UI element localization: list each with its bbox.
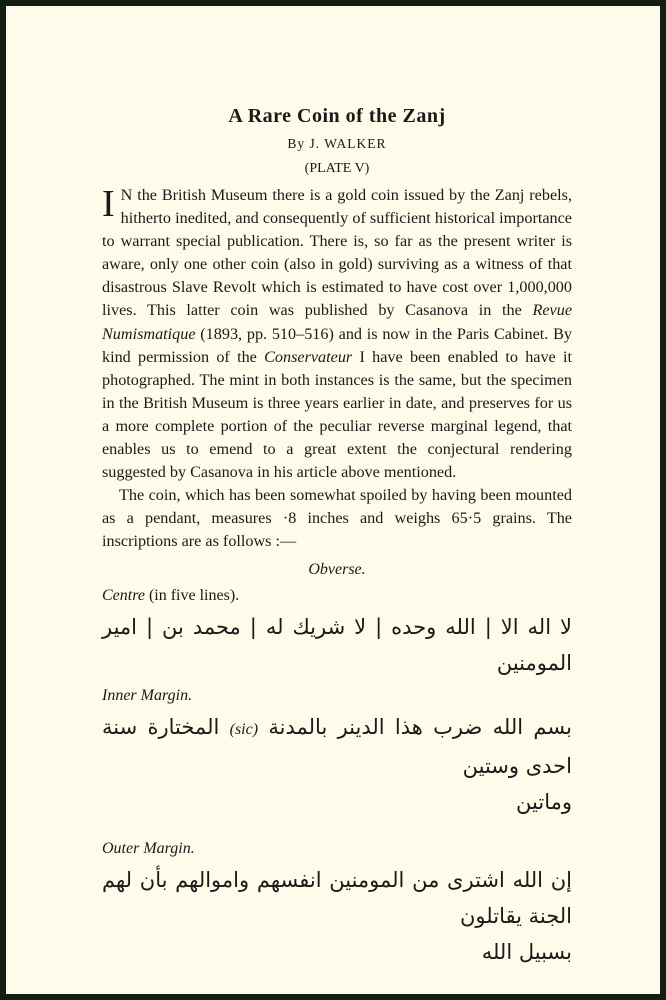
centre-inscription: لا اله الا | الله وحده | لا شريك له | محمد بن | امير المومنين [102, 614, 572, 675]
paragraph-1-end: I have been enabled to have it photographed. The mint in both instances is the same, but the specimen in the British Museum is three years earlier in date, and preserves for us a more complete portion of the peculiar reverse marginal legend, that enables us to emend to a great extent the conjectural rendering suggested by Casanova in his article above mentioned. [102, 347, 572, 482]
obverse-heading: Obverse. [308, 560, 366, 578]
outer-margin-inscription: إن الله اشترى من المومنين انفسهم واموالهم بأن لهم الجنة يقاتلون [102, 867, 572, 928]
drop-cap: I [102, 183, 115, 225]
centre-label [102, 585, 572, 607]
sic-note: (sic) [229, 720, 259, 738]
paragraph-1-text: N the British Museum there is a gold coin issued by the Zanj rebels, hitherto inedited, and consequently of sufficient historical importance to warrant special publication. There is, so far as the present writer is aware, only one other coin (also in gold) surviving as a witness of that disastrous Slave Revolt which is estimated to have cost over 1,000,000 lives. This latter coin was published by Casanova in the [102, 186, 572, 320]
inner-margin-inscription [102, 709, 572, 784]
inner-margin-label [102, 685, 572, 707]
outer-margin-inscription-line2: بسبيل الله [481, 939, 572, 964]
paragraph-2: The coin, which has been somewhat spoiled by having been mounted as a pendant, measures ·8 inches and weighs 65·5 grains. The inscriptions are as follows :— [102, 486, 572, 551]
inner-margin-label-text: Inner Margin. [102, 686, 193, 704]
paragraph-1-mid: (1893, pp. 510–516) and is now in the Paris Cabinet. By kind permission of the [102, 324, 572, 366]
inner-arabic-b: المختارة سنة احدى وستين [102, 714, 572, 778]
article-byline: By J. WALKER [287, 136, 387, 151]
centre-label-rest: (in five lines). [144, 586, 240, 604]
article-page [102, 102, 572, 970]
conservateur-term: Conservateur [264, 347, 353, 366]
outer-margin-label-text: Outer Margin. [102, 839, 195, 857]
centre-label-italic: Centre [102, 586, 145, 604]
article-title: A Rare Coin of the Zanj [228, 105, 446, 127]
journal-title: Revue Numismatique [102, 301, 573, 343]
outer-margin-label [102, 838, 572, 860]
plate-reference: (PLATE V) [304, 161, 370, 176]
inner-arabic-a: بسم الله ضرب هذا الدينر بالمدنة [268, 714, 572, 739]
inner-margin-inscription-line2: وماتين [516, 789, 572, 814]
paragraph-1 [102, 184, 572, 484]
